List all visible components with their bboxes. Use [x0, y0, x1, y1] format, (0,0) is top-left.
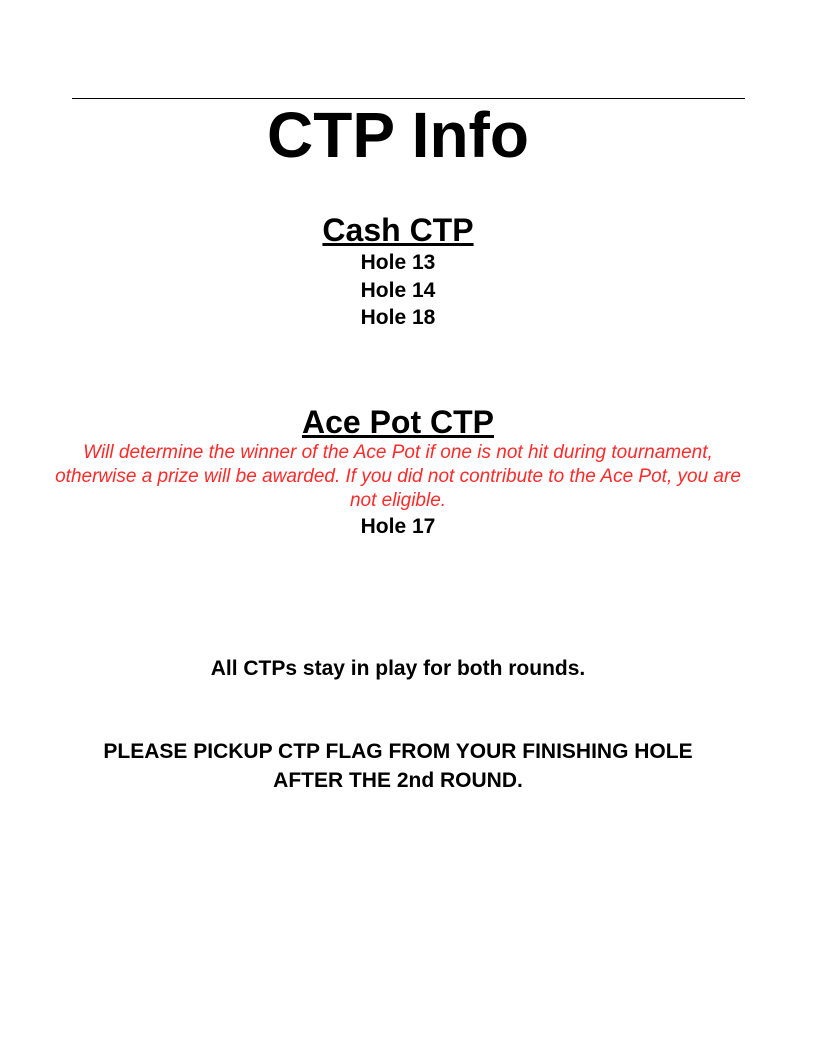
pickup-flag-line-2: AFTER THE 2nd ROUND. [273, 768, 523, 792]
cash-ctp-hole: Hole 14 [360, 278, 436, 302]
ace-pot-ctp-hole: Hole 17 [360, 515, 436, 538]
pickup-flag-note [0, 738, 796, 795]
ace-pot-note: Will determine the winner of the Ace Pot if one is not hit during tournament, otherwise a prize will be awarded. If you did not contribute to the Ace Pot, you are not eligible. [55, 442, 741, 511]
ace-pot-ctp-heading: Ace Pot CTP [301, 404, 495, 440]
cash-ctp-section [0, 211, 796, 332]
cash-ctp-heading: Cash CTP [322, 212, 474, 248]
stay-in-play-note [0, 655, 796, 684]
stay-in-play-text: All CTPs stay in play for both rounds. [210, 657, 586, 680]
pickup-flag-line-1: PLEASE PICKUP CTP FLAG FROM YOUR FINISHING HOLE [103, 740, 693, 763]
cash-ctp-hole: Hole 13 [360, 251, 436, 274]
cash-ctp-hole: Hole 18 [360, 306, 436, 329]
page-title: CTP Info [267, 99, 529, 171]
ace-pot-ctp-section [0, 403, 796, 541]
